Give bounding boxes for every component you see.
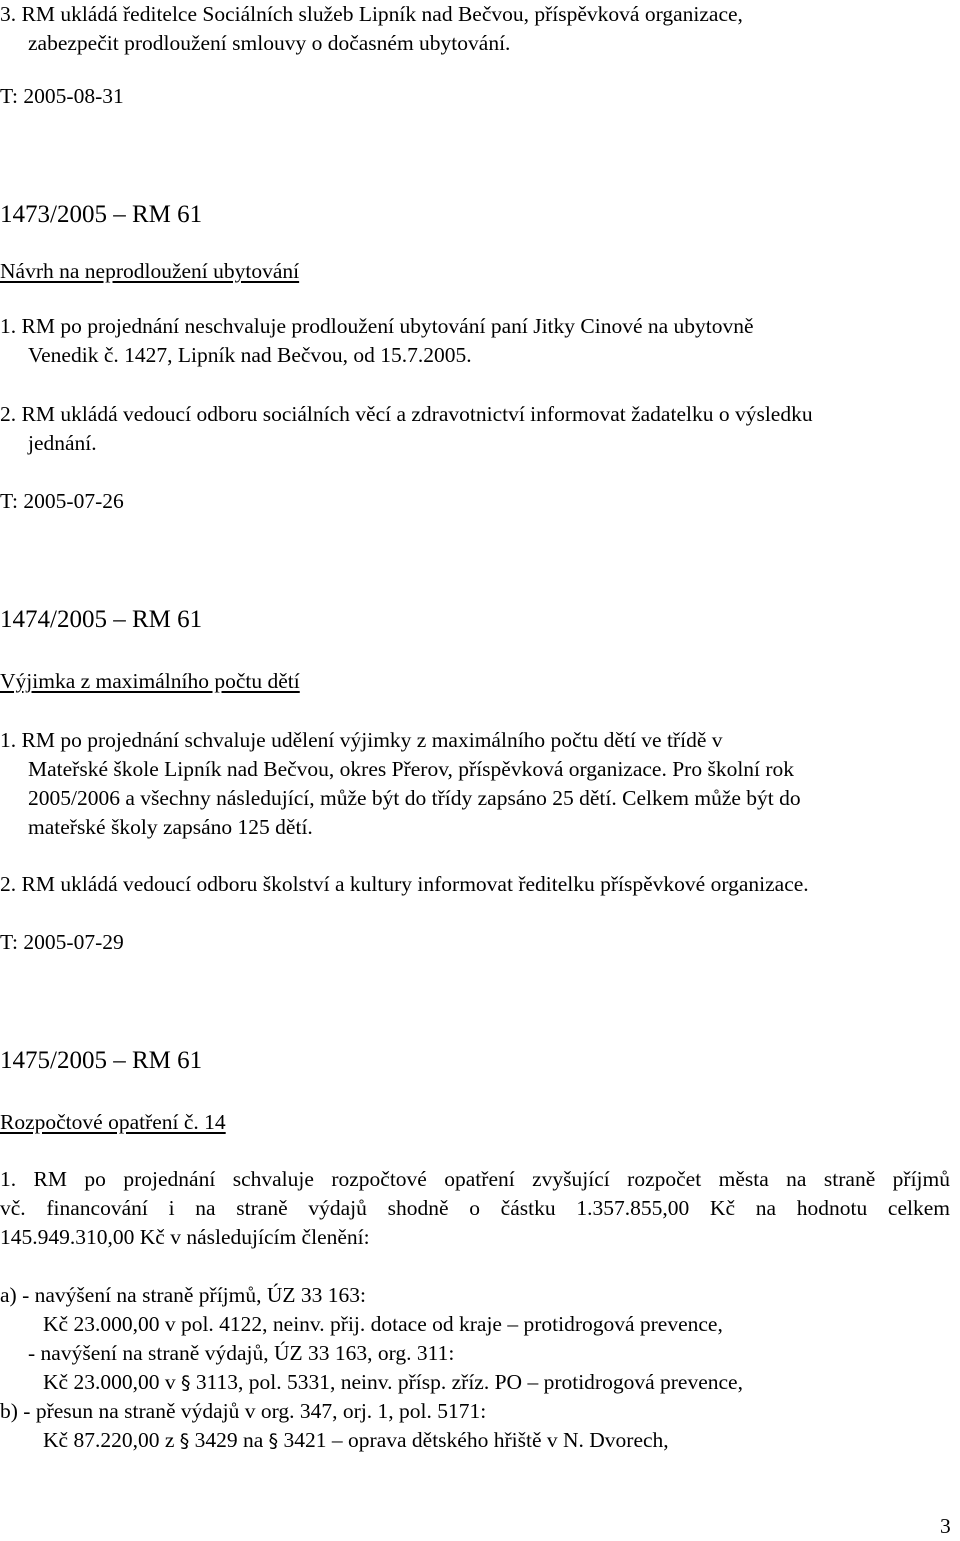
paragraph-line: 145.949.310,00 Kč v následujícím členění:: [0, 1225, 370, 1249]
paragraph-line: 1. RM po projednání schvaluje rozpočtové opatření zvyšující rozpočet města na straně příjmů: [0, 1167, 950, 1191]
paragraph-line: 2. RM ukládá vedoucí odboru sociálních věcí a zdravotnictví informovat žadatelku o výsledku: [0, 402, 813, 426]
paragraph-line: 2005/2006 a všechny následující, může být do třídy zapsáno 25 dětí. Celkem může být do: [28, 786, 801, 810]
paragraph-line: jednání.: [28, 431, 97, 455]
item-3-line-2: zabezpečit prodloužení smlouvy o dočasném ubytování.: [28, 31, 511, 55]
list-item-line: [43, 1368, 743, 1398]
paragraph-line: 2. RM ukládá vedoucí odboru školství a kultury informovat ředitelku příspěvkové organizace.: [0, 872, 809, 896]
list-item-line: Kč 23.000,00 v pol. 4122, neinv. přij. dotace od kraje – protidrogová prevence,: [43, 1312, 723, 1336]
text-fragment: 3113, pol. 5331, neinv. přísp. zříz. PO – protidrogová prevence,: [190, 1370, 743, 1394]
paragraph-line: 1. RM po projednání neschvaluje prodloužení ubytování paní Jitky Cinové na ubytovně: [0, 314, 754, 338]
deadline: T: 2005-07-29: [0, 930, 124, 954]
paragraph-line: 1. RM po projednání schvaluje udělení výjimky z maximálního počtu dětí ve třídě v: [0, 728, 723, 752]
text-fragment: 3421 – oprava dětského hřiště v N. Dvorech,: [278, 1428, 669, 1452]
resolution-heading-1474: 1474/2005 – RM 61: [0, 606, 203, 633]
paragraph-line: Venedik č. 1427, Lipník nad Bečvou, od 15.7.2005.: [28, 343, 472, 367]
resolution-title-1474: Výjimka z maximálního počtu dětí: [0, 669, 300, 693]
text-fragment: Kč 87.220,00 z: [43, 1428, 180, 1452]
list-item-a: a) - navýšení na straně příjmů, ÚZ 33 163:: [0, 1283, 367, 1307]
list-item-line: - navýšení na straně výdajů, ÚZ 33 163, org. 311:: [28, 1341, 455, 1365]
resolution-heading-1475: 1475/2005 – RM 61: [0, 1047, 203, 1074]
paragraph-line: mateřské školy zapsáno 125 dětí.: [28, 815, 313, 839]
resolution-title-1475: Rozpočtové opatření č. 14: [0, 1110, 226, 1134]
list-item-b: b) - přesun na straně výdajů v org. 347, orj. 1, pol. 5171:: [0, 1399, 487, 1423]
resolution-heading-1473: 1473/2005 – RM 61: [0, 201, 203, 228]
section-symbol: §: [180, 1372, 191, 1394]
item-3-line-1: 3. RM ukládá ředitelce Sociálních služeb Lipník nad Bečvou, příspěvková organizace,: [0, 2, 743, 26]
list-item-line: [43, 1426, 669, 1456]
deadline: T: 2005-08-31: [0, 84, 124, 108]
paragraph-line: vč. financování i na straně výdajů shodně o částku 1.357.855,00 Kč na hodnotu celkem: [0, 1196, 950, 1220]
page-number: 3: [940, 1514, 951, 1538]
text-fragment: Kč 23.000,00 v: [43, 1370, 181, 1394]
section-symbol: §: [179, 1430, 190, 1452]
resolution-title-1473: Návrh na neprodloužení ubytování: [0, 259, 300, 283]
deadline: T: 2005-07-26: [0, 489, 124, 513]
section-symbol: §: [268, 1430, 279, 1452]
paragraph-line: Mateřské škole Lipník nad Bečvou, okres Přerov, příspěvková organizace. Pro školní rok: [28, 757, 795, 781]
text-fragment: 3429 na: [189, 1428, 269, 1452]
